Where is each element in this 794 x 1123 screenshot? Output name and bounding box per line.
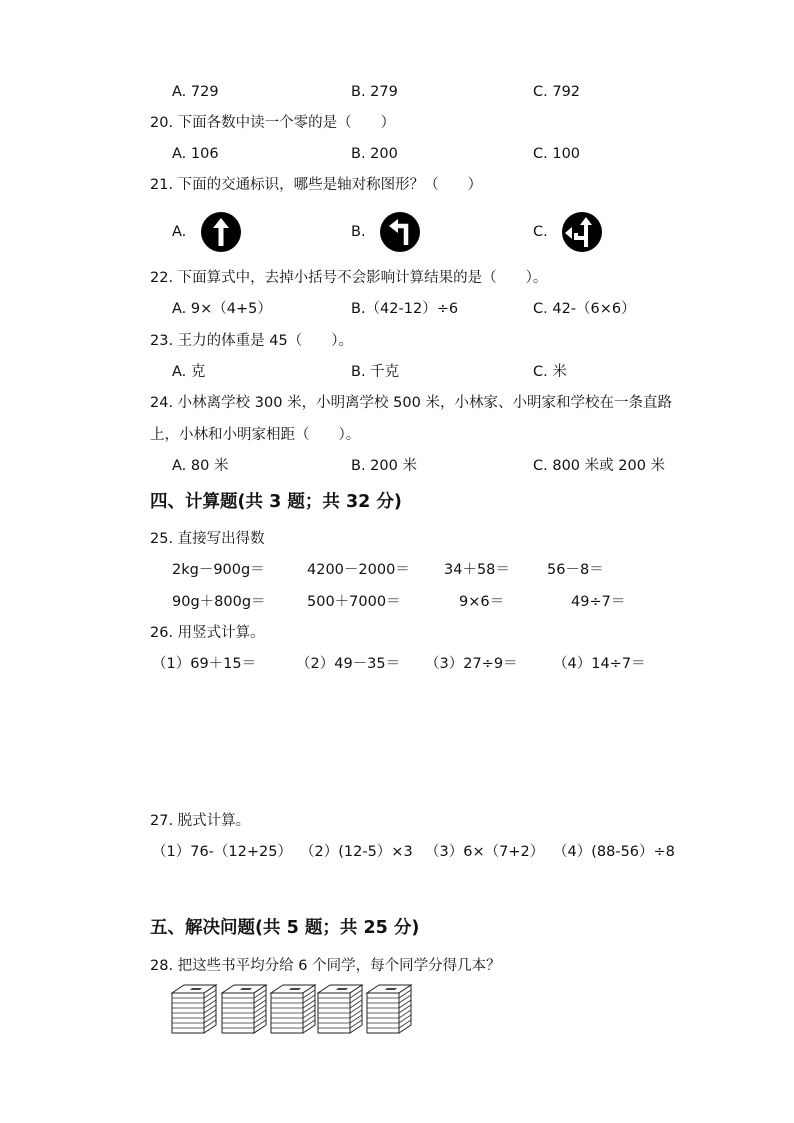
- q20-option-a: A. 106: [172, 146, 219, 162]
- q22-option-b: B.（42-12）÷6: [351, 301, 459, 317]
- q26-item: （1）69＋15＝: [152, 656, 257, 672]
- book-stack-icon: [318, 985, 362, 1033]
- q19-option-a: A. 729: [172, 84, 219, 100]
- book-stack-icon: [367, 985, 411, 1033]
- q26-item: （2）49－35＝: [296, 656, 401, 672]
- q21-stem: 21. 下面的交通标识，哪些是轴对称图形？（ ）: [150, 177, 483, 193]
- book-stack-icon: [172, 985, 216, 1033]
- q23-option-b: B. 千克: [351, 364, 400, 380]
- q26-item: （3）27÷9＝: [425, 656, 518, 672]
- q21-option-c: C.: [533, 224, 548, 240]
- q25-row2-item: 49÷7＝: [571, 594, 626, 610]
- q25-row1-item: 2kg－900g＝: [172, 562, 265, 578]
- turn-left-sign-icon: [379, 211, 421, 253]
- q20-option-c: C. 100: [533, 146, 581, 162]
- q23-stem: 23. 王力的体重是 45（ ）。: [150, 333, 353, 349]
- q25-row2-item: 500＋7000＝: [307, 594, 401, 610]
- q24-stem-line2: 上，小林和小明家相距（ ）。: [150, 427, 361, 443]
- q25-stem: 25. 直接写出得数: [150, 531, 265, 547]
- q25-row2-item: 90g＋800g＝: [172, 594, 266, 610]
- q19-option-c: C. 792: [533, 84, 581, 100]
- q20-option-b: B. 200: [351, 146, 398, 162]
- q27-item: （1）76-（12+25）: [152, 844, 292, 860]
- q22-option-c: C. 42-（6×6）: [533, 301, 636, 317]
- q25-row1-item: 4200－2000＝: [307, 562, 410, 578]
- q28-stem: 28. 把这些书平均分给 6 个同学，每个同学分得几本？: [150, 958, 501, 974]
- q27-stem: 27. 脱式计算。: [150, 813, 251, 829]
- q27-item: （2）(12-5）×3: [300, 844, 413, 860]
- q25-row1-item: 56－8＝: [547, 562, 604, 578]
- q26-item: （4）14÷7＝: [553, 656, 646, 672]
- section5-title: 五、解决问题(共 5 题；共 25 分): [150, 918, 420, 938]
- q24-option-a: A. 80 米: [172, 458, 229, 474]
- book-stack-icon: [222, 985, 266, 1033]
- q19-option-b: B. 279: [351, 84, 398, 100]
- book-stack-icon: [271, 985, 315, 1033]
- q27-item: （3）6×（7+2）: [425, 844, 545, 860]
- q20-stem: 20. 下面各数中读一个零的是（ ）: [150, 115, 396, 131]
- q26-stem: 26. 用竖式计算。: [150, 625, 265, 641]
- q22-stem: 22. 下面算式中，去掉小括号不会影响计算结果的是（ ）。: [150, 270, 548, 286]
- q25-row1-item: 34＋58＝: [444, 562, 510, 578]
- left-or-straight-sign-icon: [561, 211, 603, 253]
- section4-title: 四、计算题(共 3 题；共 32 分): [150, 492, 402, 512]
- q23-option-a: A. 克: [172, 364, 206, 380]
- q24-option-c: C. 800 米或 200 米: [533, 458, 666, 474]
- q23-option-c: C. 米: [533, 364, 567, 380]
- q24-stem-line1: 24. 小林离学校 300 米，小明离学校 500 米，小林家、小明家和学校在一条直路: [150, 395, 672, 411]
- q21-option-a: A.: [172, 224, 187, 240]
- arrow-up-sign-icon: [200, 211, 242, 253]
- book-stacks-illustration: [170, 983, 420, 1038]
- q27-item: （4）(88-56）÷8: [553, 844, 675, 860]
- q22-option-a: A. 9×（4+5）: [172, 301, 272, 317]
- q24-option-b: B. 200 米: [351, 458, 417, 474]
- q21-option-b: B.: [351, 224, 366, 240]
- q25-row2-item: 9×6＝: [459, 594, 505, 610]
